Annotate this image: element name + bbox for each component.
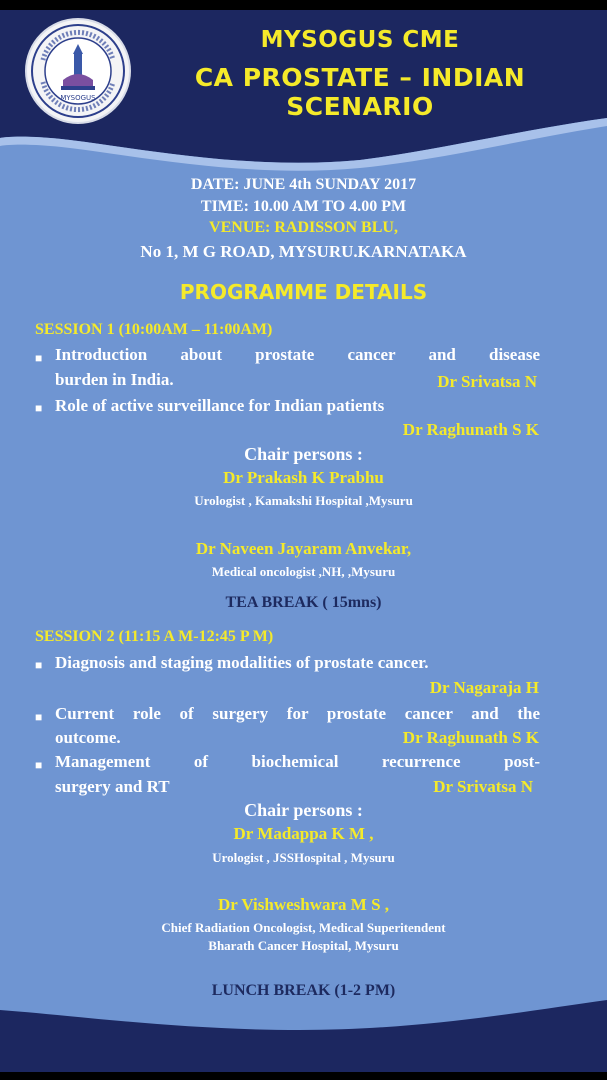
session1-item1-line2: burden in India. [55, 370, 174, 389]
event-time: TIME: 10.00 AM TO 4.00 PM [200, 198, 407, 215]
session1-chair1-detail: Urologist , Kamakshi Hospital ,Mysuru [194, 493, 413, 508]
event-address: No 1, M G ROAD, MYSURU.KARNATAKA [140, 242, 467, 261]
session1-item1-speaker: Dr Srivatsa N [437, 372, 537, 391]
bullet-icon: ■ [35, 758, 43, 772]
session2-item2-line2: outcome. [55, 728, 121, 747]
session2-chair2-detail1: Chief Radiation Oncologist, Medical Superitendent [161, 920, 446, 935]
mysogus-seal-icon [27, 20, 129, 122]
session1-chair2-detail: Medical oncologist ,NH, ,Mysuru [211, 564, 396, 579]
session1-item1-line1: Introduction about prostate cancer and disease [55, 345, 540, 364]
session2-item2-line1: Current role of surgery for prostate cancer and the [55, 704, 540, 723]
session2-item1-line1: Diagnosis and staging modalities of prostate cancer. [55, 653, 429, 672]
event-date: DATE: JUNE 4th SUNDAY 2017 [190, 176, 417, 193]
bullet-icon: ■ [35, 710, 43, 724]
session2-chair2-detail2: Bharath Cancer Hospital, Mysuru [208, 938, 399, 953]
session2-chair1-detail: Urologist , JSSHospital , Mysuru [212, 850, 395, 865]
mysogus-logo [27, 20, 129, 122]
session2-title: SESSION 2 (11:15 A M-12:45 P M) [35, 628, 274, 645]
session2-item3-speaker: Dr Srivatsa N [433, 777, 533, 796]
session2-chair2-name: Dr Vishweshwara M S , [217, 895, 390, 914]
session2-item3-line2: surgery and RT [55, 777, 170, 796]
session2-chair1-name: Dr Madappa K M , [233, 824, 374, 843]
session2-item2-speaker: Dr Raghunath S K [402, 728, 539, 747]
event-title: MYSOGUS CME [260, 27, 460, 53]
bottom-frame [0, 1072, 607, 1080]
session2-item1-speaker: Dr Nagaraja H [429, 678, 539, 697]
session1-chair1-name: Dr Prakash K Prabhu [223, 468, 384, 487]
session1-chair-heading: Chair persons : [244, 444, 363, 464]
bullet-icon: ■ [35, 401, 43, 415]
session1-chair2-name: Dr Naveen Jayaram Anvekar, [195, 539, 412, 558]
bullet-icon: ■ [35, 351, 43, 365]
session2-item3-line1: Management of biochemical recurrence post- [55, 752, 540, 771]
bullet-icon: ■ [35, 658, 43, 672]
session2-chair-heading: Chair persons : [244, 800, 363, 820]
tea-break: TEA BREAK ( 15mns) [225, 594, 382, 611]
session1-item2-line1: Role of active surveillance for Indian patients [55, 396, 385, 415]
svg-text:MYSOGUS: MYSOGUS [60, 94, 96, 102]
programme-heading: PROGRAMME DETAILS [179, 280, 428, 304]
event-venue: VENUE: RADISSON BLU, [209, 219, 398, 236]
session1-title: SESSION 1 (10:00AM – 11:00AM) [35, 321, 273, 338]
event-subtitle: CA PROSTATE – INDIAN SCENARIO [194, 63, 526, 121]
lunch-break: LUNCH BREAK (1-2 PM) [211, 982, 396, 999]
session1-item2-speaker: Dr Raghunath S K [402, 420, 539, 439]
